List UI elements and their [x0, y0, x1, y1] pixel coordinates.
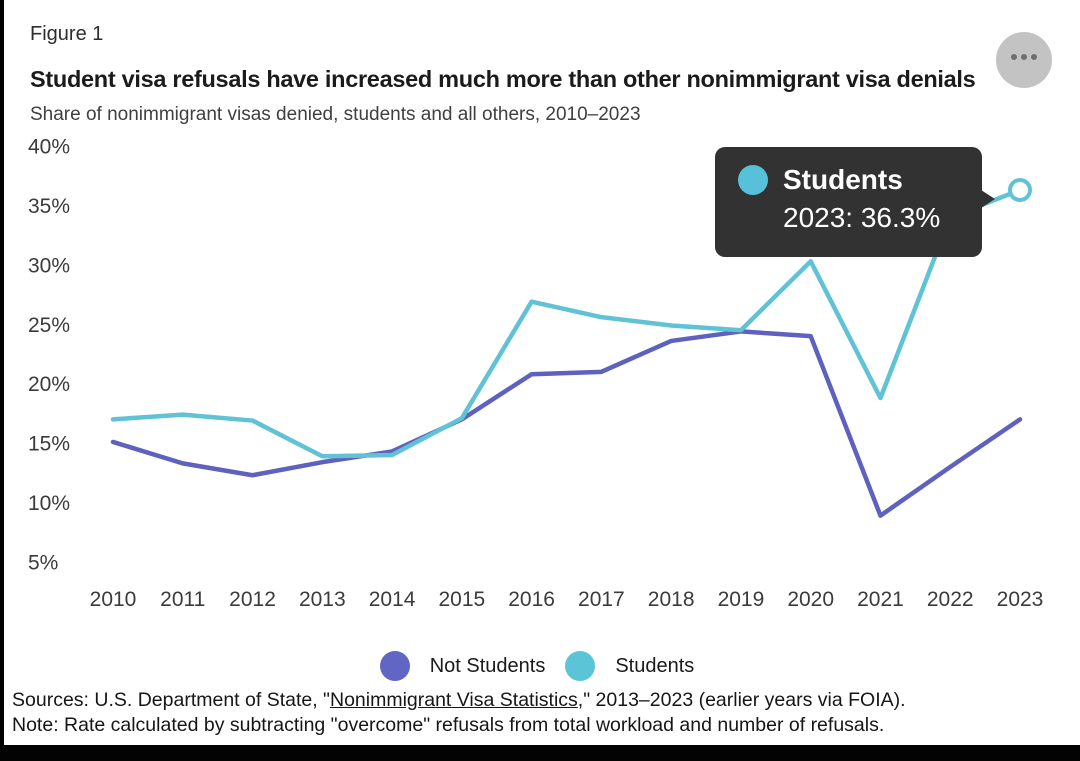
sources-prefix: Sources: U.S. Department of State, "	[12, 689, 330, 711]
chart-title: Student visa refusals have increased much more than other nonimmigrant visa denials	[30, 66, 976, 92]
tooltip-arrow	[981, 190, 995, 208]
series-end-marker-students[interactable]	[1010, 180, 1030, 200]
legend-item-not-students	[380, 651, 552, 681]
bottom-black-bar	[0, 745, 1080, 761]
sources-suffix: ," 2013–2023 (earlier years via FOIA).	[577, 689, 906, 711]
legend-dot-icon-not-students	[380, 651, 410, 681]
tooltip-series-name: Students	[783, 164, 903, 195]
y-axis-tick-label: 25%	[28, 313, 71, 337]
legend-item-students	[565, 651, 700, 681]
footer	[12, 688, 906, 738]
y-axis-tick-label: 35%	[28, 194, 71, 218]
y-axis-tick-label: 40%	[28, 135, 71, 159]
x-axis-tick-label: 2023	[996, 588, 1044, 611]
chart-legend	[0, 651, 1080, 681]
tooltip-value: 2023: 36.3%	[783, 201, 941, 233]
x-axis-tick-label: 2018	[647, 588, 695, 611]
left-edge-bar	[0, 0, 4, 761]
x-axis-tick-label: 2011	[160, 588, 206, 611]
legend-dot-icon-students	[565, 651, 595, 681]
x-axis-tick-label: 2017	[578, 588, 625, 611]
y-axis-tick-label: 30%	[28, 254, 71, 278]
sources-line	[12, 688, 906, 713]
y-axis-tick-label: 15%	[28, 432, 71, 456]
y-axis-tick-label: 10%	[28, 492, 71, 516]
series-line-not-students[interactable]	[113, 331, 1020, 515]
x-axis-tick-label: 2013	[298, 588, 346, 611]
x-axis-tick-label: 2014	[368, 588, 416, 611]
chart-subtitle: Share of nonimmigrant visas denied, students and all others, 2010–2023	[30, 104, 641, 125]
sources-link[interactable]: Nonimmigrant Visa Statistics	[329, 689, 578, 711]
x-axis-tick-label: 2022	[926, 588, 974, 611]
x-axis-tick-label: 2021	[857, 588, 904, 611]
x-axis-tick-label: 2010	[89, 588, 137, 611]
x-axis-tick-label: 2020	[787, 588, 835, 611]
chart-tooltip	[715, 147, 982, 257]
x-axis-tick-label: 2019	[717, 588, 765, 611]
legend-label-not-students: Not Students	[429, 654, 546, 677]
y-axis-tick-label: 5%	[28, 551, 59, 575]
x-axis-tick-label: 2015	[438, 588, 486, 611]
legend-label-students: Students	[615, 654, 695, 677]
y-axis-tick-label: 20%	[28, 373, 71, 397]
x-axis-tick-label: 2016	[508, 588, 555, 611]
x-axis-tick-label: 2012	[229, 588, 276, 611]
figure-label: Figure 1	[30, 23, 104, 45]
note-line: Note: Rate calculated by subtracting "overcome" refusals from total workload and number of refusals.	[12, 714, 885, 736]
tooltip-series-dot-icon	[738, 165, 768, 195]
